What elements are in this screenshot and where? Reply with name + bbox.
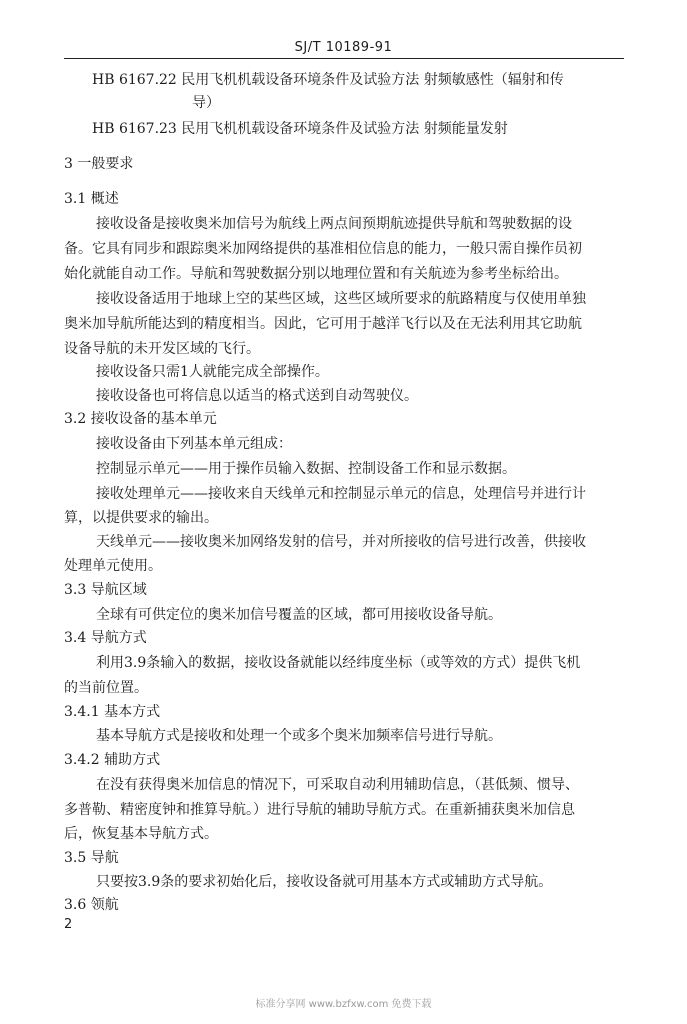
paragraph-line: 后，恢复基本导航方式。: [64, 826, 218, 842]
paragraph-line: 接收设备由下列基本单元组成：: [96, 436, 292, 452]
section-3-4-2-heading: 3.4.2 辅助方式: [64, 752, 161, 768]
paragraph-line: 接收设备只需1人就能完成全部操作。: [96, 364, 329, 380]
standard-code-header: SJ/T 10189-91: [294, 40, 393, 55]
section-3-3-heading: 3.3 导航区域: [64, 582, 147, 598]
paragraph-line: 接收处理单元——接收来自天线单元和控制显示单元的信息，处理信号并进行计: [96, 486, 586, 502]
paragraph-line: 算，以提供要求的输出。: [64, 510, 218, 526]
paragraph-line: 的当前位置。: [64, 680, 148, 696]
reference-hb-6167-22-cont: 导）: [192, 95, 220, 111]
section-3-6-heading: 3.6 领航: [64, 897, 119, 913]
section-3-2-heading: 3.2 接收设备的基本单元: [64, 411, 217, 427]
paragraph-line: 只要按3.9条的要求初始化后，接收设备就可用基本方式或辅助方式导航。: [96, 874, 553, 890]
paragraph-line: 控制显示单元——用于操作员输入数据、控制设备工作和显示数据。: [96, 461, 516, 477]
reference-hb-6167-22: HB 6167.22 民用飞机机载设备环境条件及试验方法 射频敏感性（辐射和传: [92, 72, 564, 88]
page-number: 2: [64, 917, 73, 932]
watermark-footer: 标准分享网 www.bzfxw.com 免费下载: [255, 999, 432, 1010]
paragraph-line: 利用3.9条输入的数据，接收设备就能以经纬度坐标（或等效的方式）提供飞机: [96, 655, 581, 671]
paragraph-line: 接收设备是接收奥米加信号为航线上两点间预期航迹提供导航和驾驶数据的设: [96, 216, 572, 232]
paragraph-line: 天线单元——接收奥米加网络发射的信号，并对所接收的信号进行改善，供接收: [96, 534, 586, 550]
section-3-4-1-heading: 3.4.1 基本方式: [64, 704, 161, 720]
paragraph-line: 在没有获得奥米加信息的情况下，可采取自动利用辅助信息，（甚低频、惯导、: [96, 777, 579, 793]
header-rule: [64, 58, 624, 59]
paragraph-line: 始化就能自动工作。导航和驾驶数据分别以地理位置和有关航迹为参考坐标给出。: [64, 266, 568, 282]
paragraph-line: 多普勒、精密度钟和推算导航。）进行导航的辅助导航方式。在重新捕获奥米加信息: [64, 802, 575, 818]
paragraph-line: 处理单元使用。: [64, 558, 162, 574]
paragraph-line: 接收设备适用于地球上空的某些区域，这些区域所要求的航路精度与仅使用单独: [96, 291, 586, 307]
section-3-4-heading: 3.4 导航方式: [64, 630, 147, 646]
section-3-5-heading: 3.5 导航: [64, 850, 119, 866]
section-3-1-heading: 3.1 概述: [64, 191, 119, 207]
paragraph-line: 基本导航方式是接收和处理一个或多个奥米加频率信号进行导航。: [96, 728, 502, 744]
section-3-heading: 3 一般要求: [64, 156, 134, 172]
paragraph-line: 设备导航的未开发区域的飞行。: [64, 341, 260, 357]
paragraph-line: 备。它具有同步和跟踪奥米加网络提供的基准相位信息的能力，一般只需自操作员初: [64, 241, 582, 257]
paragraph-line: 奥米加导航所能达到的精度相当。因此，它可用于越洋飞行以及在无法利用其它助航: [64, 316, 582, 332]
reference-hb-6167-23: HB 6167.23 民用飞机机载设备环境条件及试验方法 射频能量发射: [92, 121, 508, 137]
paragraph-line: 全球有可供定位的奥米加信号覆盖的区域，都可用接收设备导航。: [96, 607, 502, 623]
paragraph-line: 接收设备也可将信息以适当的格式送到自动驾驶仪。: [96, 388, 418, 404]
